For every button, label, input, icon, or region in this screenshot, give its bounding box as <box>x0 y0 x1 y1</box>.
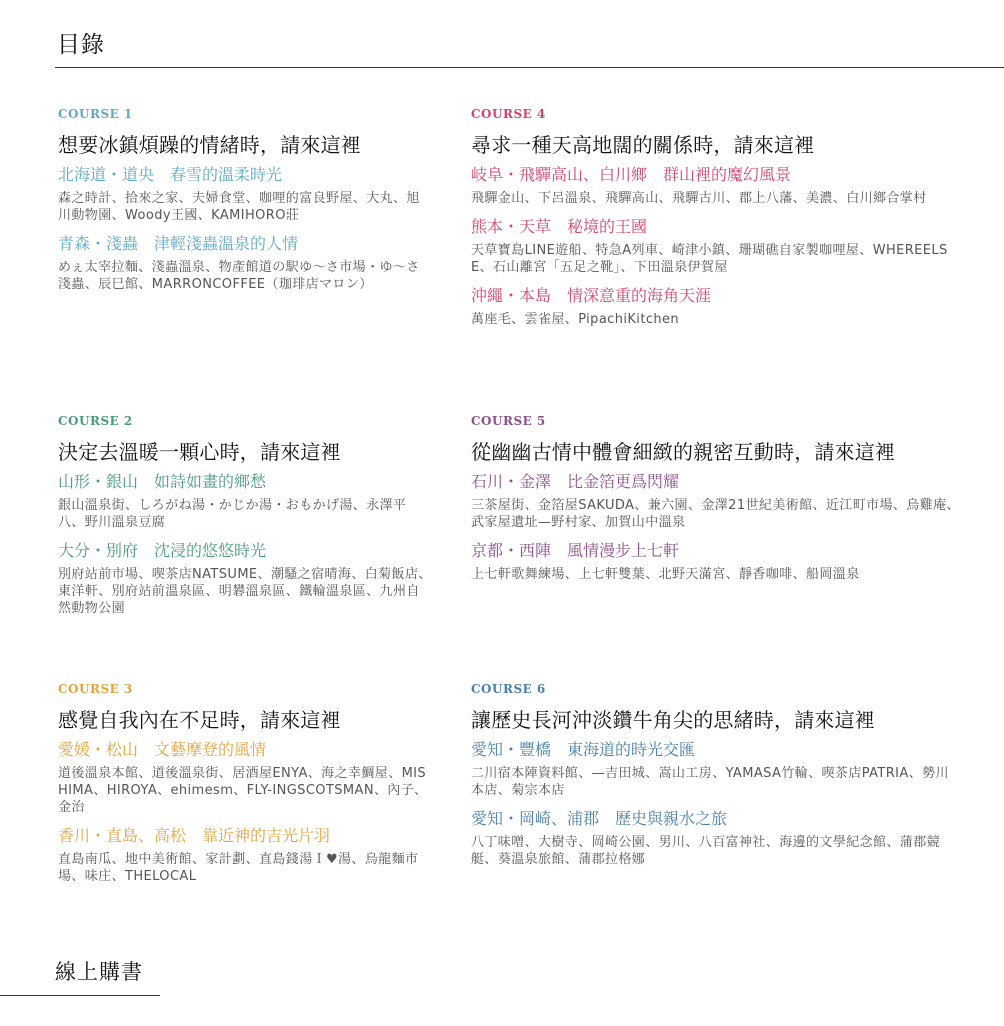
course-title: 從幽幽古情中體會細緻的親密互動時，請來這裡 <box>471 440 896 464</box>
destination-heading[interactable]: 山形・銀山 如詩如畫的鄉愁 <box>58 472 267 491</box>
course-label: COURSE 4 <box>471 107 546 121</box>
destination-places: 上七軒歌舞練場、上七軒雙葉、北野天滿宮、靜香咖啡、船岡溫泉 <box>471 567 860 582</box>
destination-places: 天草寶島LINE遊船、特急A列車、崎津小鎮、珊瑚礁自家製咖哩屋、WHEREELSE、石山離宮「五足之靴」、下田溫泉伊賀屋 <box>471 243 948 275</box>
destination <box>58 470 433 531</box>
course-3-section <box>58 680 433 893</box>
course-title: 讓歷史長河沖淡鑽牛角尖的思緒時，請來這裡 <box>471 708 875 732</box>
course-label: COURSE 6 <box>471 682 546 696</box>
destination-places: 二川宿本陣資料館、—吉田城、嵩山工房、YAMASA竹輪、喫茶店PATRIA、勢川本店、菊宗本店 <box>471 766 949 798</box>
destination-heading[interactable]: 北海道・道央 春雪的溫柔時光 <box>58 165 283 184</box>
destination-places: 銀山溫泉街、しろがね湯・かじか湯・おもかげ湯、永澤平八、野川溫泉豆腐 <box>58 498 407 530</box>
course-title: 想要冰鎮煩躁的情緒時，請來這裡 <box>58 133 361 157</box>
destination-places: 道後溫泉本館、道後溫泉街、居酒屋ENYA、海之幸鯛屋、MISHIMA、HIROYA、ehimesm、FLY-INGSCOTSMAN、內子、金治 <box>58 766 428 815</box>
destination <box>471 470 961 531</box>
destination-heading[interactable]: 大分・別府 沈浸的悠悠時光 <box>58 541 267 560</box>
destination <box>58 539 433 617</box>
destination <box>58 824 433 885</box>
course-title: 尋求一種天高地闊的關係時，請來這裡 <box>471 133 815 157</box>
destination-heading[interactable]: 愛知・豐橋 東海道的時光交匯 <box>471 740 696 759</box>
destination-places: めぇ太宰拉麵、淺蟲溫泉、物產館道の駅ゆ〜さ市場・ゆ〜さ淺蟲、辰巳館、MARRONCOFFEE（珈琲店マロン） <box>58 260 420 292</box>
destination-heading[interactable]: 岐阜・飛驒高山、白川鄉 群山裡的魔幻風景 <box>471 165 792 184</box>
course-1-section <box>58 105 433 301</box>
destination-places: 八丁味噌、大樹寺、岡崎公園、男川、八百富神社、海邊的文學紀念館、蒲郡競艇、葵溫泉旅館、蒲郡拉格娜 <box>471 835 941 867</box>
destination <box>471 807 961 868</box>
footer-divider <box>0 995 160 996</box>
destination <box>471 284 961 328</box>
buy-online-link[interactable]: 線上購書 <box>55 960 143 984</box>
course-title: 決定去溫暖一顆心時，請來這裡 <box>58 440 341 464</box>
destination <box>471 738 961 799</box>
destination-places: 三茶屋街、金箔屋SAKUDA、兼六園、金澤21世紀美術館、近江町市場、烏雞庵、武家屋遺址—野村家、加賀山中溫泉 <box>471 498 960 530</box>
course-label: COURSE 2 <box>58 414 133 428</box>
destination-heading[interactable]: 熊本・天草 秘境的王國 <box>471 217 648 236</box>
course-2-section <box>58 412 433 625</box>
course-label: COURSE 3 <box>58 682 133 696</box>
destination-heading[interactable]: 青森・淺蟲 津輕淺蟲溫泉的人情 <box>58 234 299 253</box>
course-4-section <box>471 105 961 336</box>
course-title: 感覺自我內在不足時，請來這裡 <box>58 708 341 732</box>
destination-heading[interactable]: 愛媛・松山 文藝摩登的風情 <box>58 740 267 759</box>
destination-places: 萬座毛、雲雀屋、PipachiKitchen <box>471 312 680 327</box>
destination-heading[interactable]: 香川・直島、高松 靠近神的吉光片羽 <box>58 826 331 845</box>
destination-places: 森之時計、拾來之家、夫婦食堂、咖哩的富良野屋、大丸、旭川動物園、Woody王國、KAMIHORO莊 <box>58 191 420 223</box>
course-6-section <box>471 680 961 876</box>
destination-heading[interactable]: 石川・金澤 比金箔更爲閃耀 <box>471 472 680 491</box>
destination-places: 別府站前市場、喫茶店NATSUME、潮騷之宿晴海、白菊飯店、東洋軒、別府站前溫泉區、明礬溫泉區、鐵輪溫泉區、九州自然動物公園 <box>58 567 432 616</box>
destination <box>471 539 961 583</box>
title-divider <box>55 67 1004 68</box>
destination <box>471 163 961 207</box>
destination <box>58 163 433 224</box>
page-title: 目錄 <box>57 32 105 58</box>
destination <box>471 215 961 276</box>
course-label: COURSE 5 <box>471 414 546 428</box>
destination-heading[interactable]: 愛知・岡崎、浦郡 歷史與親水之旅 <box>471 809 728 828</box>
destination-places: 飛驒金山、下呂溫泉、飛驒高山、飛驒古川、郡上八藩、美濃、白川鄉合掌村 <box>471 191 927 206</box>
destination <box>58 232 433 293</box>
course-label: COURSE 1 <box>58 107 133 121</box>
destination-heading[interactable]: 沖繩・本島 情深意重的海角天涯 <box>471 286 712 305</box>
course-5-section <box>471 412 961 591</box>
destination <box>58 738 433 816</box>
destination-places: 直島南瓜、地中美術館、家計劃、直島錢湯Ｉ♥湯、烏龍麵市場、味庄、THELOCAL <box>58 852 419 884</box>
destination-heading[interactable]: 京都・西陣 風情漫步上七軒 <box>471 541 680 560</box>
